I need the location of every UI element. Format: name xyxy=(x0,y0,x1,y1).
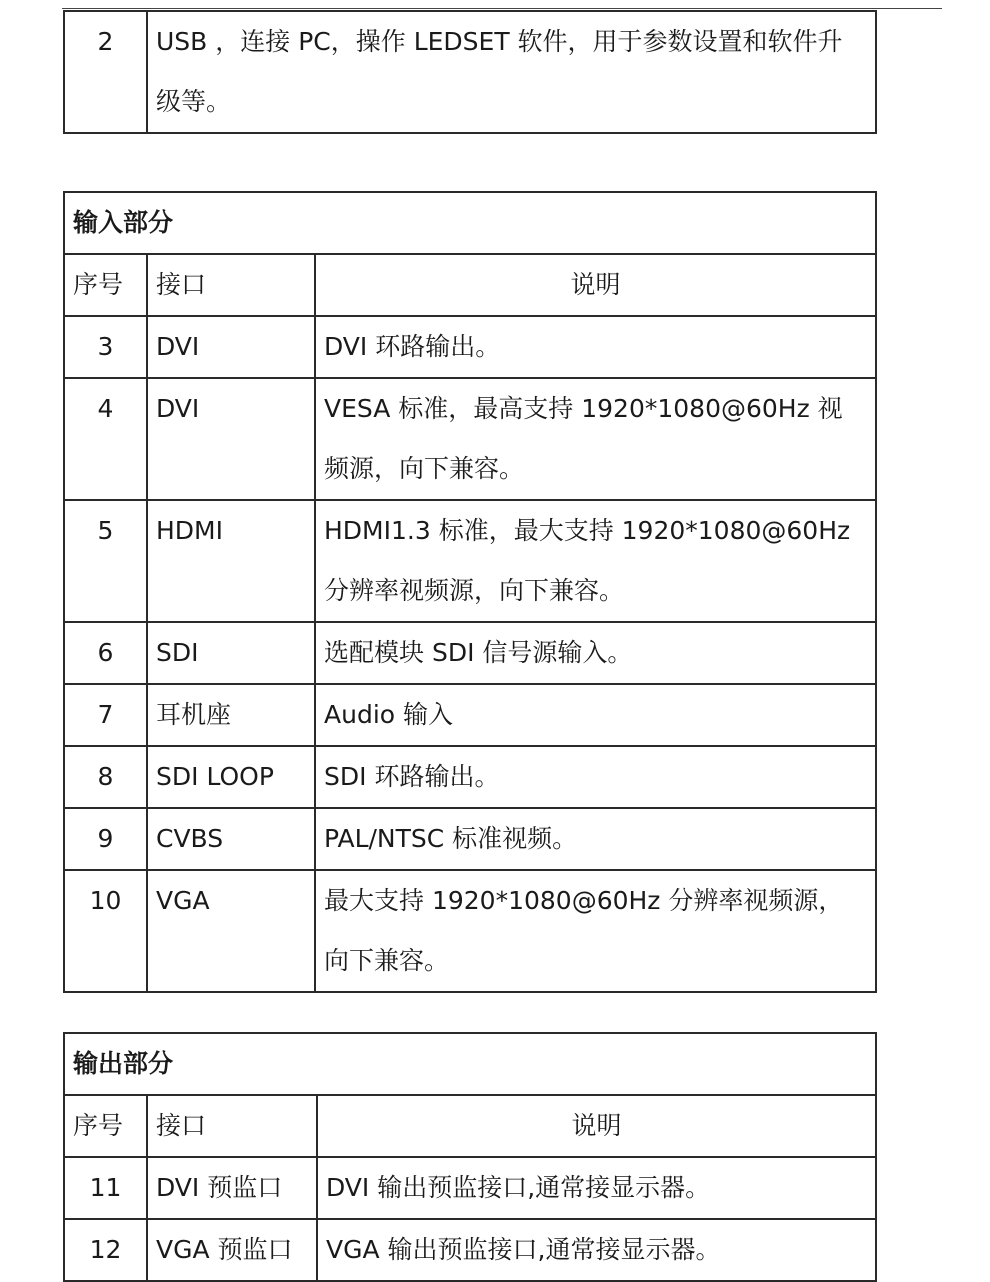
row-port: SDI xyxy=(147,622,315,684)
row-number: 9 xyxy=(64,808,147,870)
row-description: PAL/NTSC 标准视频。 xyxy=(315,808,876,870)
row-number: 4 xyxy=(64,378,147,500)
row-number: 8 xyxy=(64,746,147,808)
header-port: 接口 xyxy=(147,254,315,316)
row-number: 12 xyxy=(64,1219,147,1281)
row-description: USB ，连接 PC，操作 LEDSET 软件，用于参数设置和软件升级等。 xyxy=(147,11,876,133)
row-number: 11 xyxy=(64,1157,147,1219)
table-row xyxy=(64,870,876,992)
row-description: VGA 输出预监接口,通常接显示器。 xyxy=(317,1219,876,1281)
row-description: Audio 输入 xyxy=(315,684,876,746)
row-number: 6 xyxy=(64,622,147,684)
output-table xyxy=(63,1032,877,1282)
usb-table xyxy=(63,10,877,134)
table-row xyxy=(64,622,876,684)
row-port: VGA 预监口 xyxy=(147,1219,317,1281)
table-row xyxy=(64,808,876,870)
header-number: 序号 xyxy=(64,1095,147,1157)
row-number: 5 xyxy=(64,500,147,622)
row-description: VESA 标准，最高支持 1920*1080@60Hz 视频源，向下兼容。 xyxy=(315,378,876,500)
row-port: 耳机座 xyxy=(147,684,315,746)
header-number: 序号 xyxy=(64,254,147,316)
table-row xyxy=(64,316,876,378)
row-port: DVI xyxy=(147,378,315,500)
row-number: 10 xyxy=(64,870,147,992)
row-port: VGA xyxy=(147,870,315,992)
row-port: HDMI xyxy=(147,500,315,622)
table-header-row xyxy=(64,254,876,316)
row-port: SDI LOOP xyxy=(147,746,315,808)
input-table xyxy=(63,191,877,993)
section-title-row xyxy=(64,192,876,254)
section-title: 输出部分 xyxy=(64,1033,876,1095)
row-description: HDMI1.3 标准，最大支持 1920*1080@60Hz 分辨率视频源，向下兼容。 xyxy=(315,500,876,622)
row-port: DVI xyxy=(147,316,315,378)
table-row xyxy=(64,11,876,133)
section-title-row xyxy=(64,1033,876,1095)
table-row xyxy=(64,684,876,746)
row-description: SDI 环路输出。 xyxy=(315,746,876,808)
row-number: 7 xyxy=(64,684,147,746)
row-number: 3 xyxy=(64,316,147,378)
top-rule xyxy=(62,8,942,9)
table-header-row xyxy=(64,1095,876,1157)
table-row xyxy=(64,378,876,500)
row-description: 最大支持 1920*1080@60Hz 分辨率视频源，向下兼容。 xyxy=(315,870,876,992)
table-row xyxy=(64,746,876,808)
row-port: DVI 预监口 xyxy=(147,1157,317,1219)
row-port: CVBS xyxy=(147,808,315,870)
header-description: 说明 xyxy=(317,1095,876,1157)
row-description: DVI 环路输出。 xyxy=(315,316,876,378)
row-number: 2 xyxy=(64,11,147,133)
section-title: 输入部分 xyxy=(64,192,876,254)
row-description: DVI 输出预监接口,通常接显示器。 xyxy=(317,1157,876,1219)
table-row xyxy=(64,1157,876,1219)
table-row xyxy=(64,1219,876,1281)
row-description: 选配模块 SDI 信号源输入。 xyxy=(315,622,876,684)
header-description: 说明 xyxy=(315,254,876,316)
table-row xyxy=(64,500,876,622)
header-port: 接口 xyxy=(147,1095,317,1157)
